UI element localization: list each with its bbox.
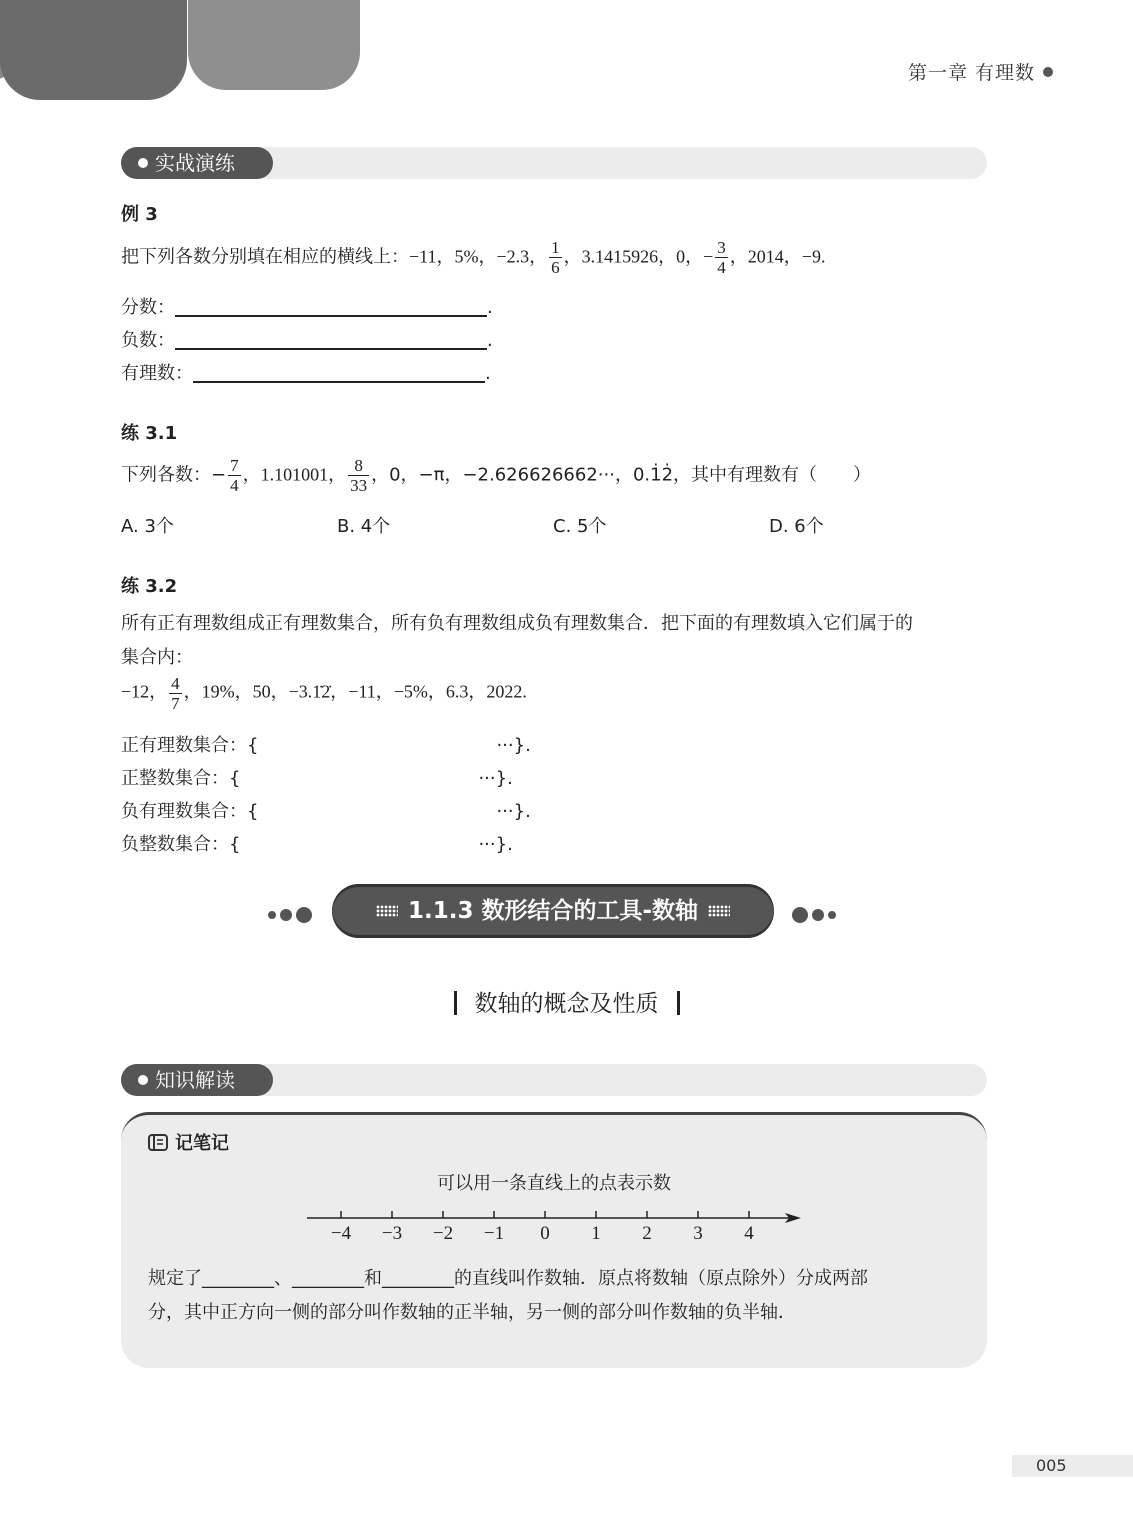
bullet-icon [1043,67,1053,77]
note-text: 分，其中正方向一侧的部分叫作数轴的正半轴，另一侧的部分叫作数轴的负半轴． [148,1302,796,1323]
section-bar-knowledge [121,1064,987,1096]
section-banner: 1.1.3 数形结合的工具-数轴 [332,884,774,938]
exercise-text: 集合内： [121,647,193,668]
section-bar-practice [121,147,987,179]
option-c[interactable]: C. 5个 [553,516,607,537]
tick-label: 3 [693,1223,703,1244]
set-positive-integer: 正整数集合：{ ···}. [121,768,513,789]
fraction: $\frac{1}{6}$ [551,238,560,277]
note-label: 记笔记 [147,1129,229,1155]
subsection-title: 数轴的概念及性质 [0,985,1133,1018]
section-label: 知识解读 [121,1064,273,1096]
section-label: 实战演练 [121,147,273,179]
fraction: $\frac{7}{4}$ [230,456,239,495]
note-text: 规定了________、________和________的直线叫作数轴．原点将数轴（原点除外）分成两部 [148,1268,868,1289]
note-box [121,1112,987,1368]
blank-fraction: 分数： . [121,297,493,318]
option-d[interactable]: D. 6个 [769,516,824,537]
exercise-text: 所有正有理数组成正有理数集合，所有负有理数组成负有理数集合．把下面的有理数填入它们属于的 [121,613,913,634]
exercise-title: 练 3.2 [121,576,178,597]
grip-icon [708,905,730,917]
notebook-icon [147,1132,171,1152]
header-tab-decoration [0,0,187,100]
tick-label: −4 [330,1223,352,1244]
exercise-question: 下列各数：− $\frac{7}{4}$ ，1.101001， $\frac{8}{33}$ ，0，−π，−2.626626662···，0.1̇2̇，其中有理数有（ ） [121,456,872,495]
answer-blank[interactable] [175,348,487,350]
tick-label: −3 [381,1223,403,1244]
set-negative-integer: 负整数集合：{ ···}. [121,834,513,855]
tick-label: −2 [432,1223,454,1244]
example-title: 例 3 [121,204,158,225]
tick-label: −1 [483,1223,505,1244]
answer-blank[interactable] [193,381,485,383]
set-negative-rational: 负有理数集合：{ ···}. [121,801,531,822]
fraction: $\frac{8}{33}$ [350,456,368,495]
blank-rational: 有理数： . [121,363,491,384]
option-a[interactable]: A. 3个 [121,516,174,537]
tick-label: 2 [642,1223,652,1244]
tick-label: 1 [591,1223,601,1244]
answer-blank[interactable] [175,315,487,317]
fraction: $\frac{3}{4}$ [717,238,726,277]
tick-label: 0 [540,1223,550,1244]
header-tab-decoration [188,0,360,90]
page-number: 005 [1012,1455,1133,1477]
number-line [301,1207,811,1247]
note-caption: 可以用一条直线上的点表示数 [437,1173,671,1194]
option-b[interactable]: B. 4个 [337,516,391,537]
grip-icon [376,905,398,917]
set-positive-rational: 正有理数集合：{ ···}. [121,735,531,756]
example-prompt: 把下列各数分别填在相应的横线上：−11，5%，−2.3， $\frac{1}{6}$ ，3.1415926，0，− $\frac{3}{4}$ ，2014，−9. [121,238,826,277]
chapter-header: 第一章 有理数 [908,58,1053,85]
banner-dots-left [266,904,314,920]
banner-dots-right [790,904,838,920]
number-list: −12， $\frac{4}{7}$ ，19%，50，−3.1̇2̇，−11，−5%，6.3，2022. [121,674,527,713]
tick-label: 4 [744,1223,754,1244]
blank-negative: 负数： . [121,330,493,351]
fraction: $\frac{4}{7}$ [171,674,180,713]
bullet-icon [138,158,148,168]
exercise-title: 练 3.1 [121,423,178,444]
bullet-icon [138,1075,148,1085]
